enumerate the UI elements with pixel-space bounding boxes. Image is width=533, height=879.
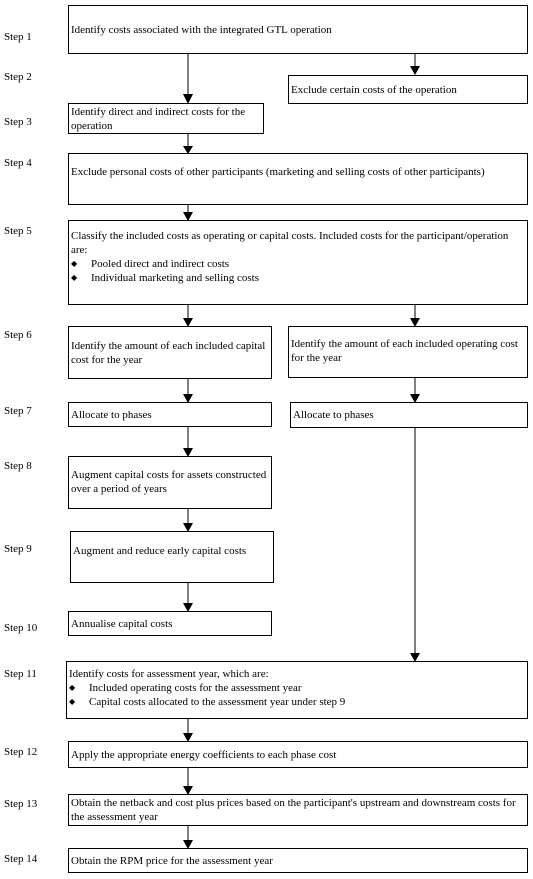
classify-bullet-list: [71, 257, 525, 285]
step-label-6: Step 6: [4, 329, 32, 341]
box-classify: [68, 220, 528, 305]
box-assessment-costs-text: Identify costs for assessment year, which are:: [69, 668, 269, 680]
box-rpm-text: Obtain the RPM price for the assessment year: [71, 854, 273, 867]
box-direct-indirect: [68, 103, 264, 134]
step-label-10: Step 10: [4, 622, 38, 634]
step-label-1: Step 1: [4, 31, 32, 43]
step-label-12: Step 12: [4, 746, 38, 758]
box-netback-text: Obtain the netback and cost plus prices based on the participant's upstream and downstream costs for the assessment year: [71, 797, 516, 823]
step-label-3: Step 3: [4, 116, 32, 128]
box-exclude-personal-text: Exclude personal costs of other participants (marketing and selling costs of other participants): [71, 166, 485, 178]
box-allocate-operating: [290, 402, 528, 428]
box-allocate-operating-text: Allocate to phases: [293, 409, 374, 421]
box-direct-indirect-text: Identify direct and indirect costs for the operation: [71, 106, 246, 132]
box-capital-amount-text: Identify the amount of each included capital cost for the year: [71, 340, 266, 366]
assessment-bullet-list: [69, 681, 525, 709]
box-augment-reduce: [70, 531, 274, 583]
box-exclude-certain-text: Exclude certain costs of the operation: [291, 83, 457, 96]
step-label-7: Step 7: [4, 405, 32, 417]
step-label-14: Step 14: [4, 853, 38, 865]
box-assessment-costs: [66, 661, 528, 719]
box-annualise-text: Annualise capital costs: [71, 617, 173, 630]
box-augment-capital: [68, 456, 272, 509]
box-operating-amount-text: Identify the amount of each included operating cost for the year: [291, 338, 518, 364]
box-augment-reduce-text: Augment and reduce early capital costs: [73, 545, 247, 557]
step-label-13: Step 13: [4, 798, 38, 810]
classify-bullet-2: ◆ Individual marketing and selling costs: [71, 271, 525, 285]
box-annualise: [68, 611, 272, 636]
step-label-8: Step 8: [4, 460, 32, 472]
classify-bullet-1: ◆ Pooled direct and indirect costs: [71, 257, 525, 271]
box-exclude-certain: [288, 75, 528, 104]
assessment-bullet-1: ◆ Included operating costs for the assessment year: [69, 681, 525, 695]
box-operating-amount: [288, 326, 528, 378]
step-label-2: Step 2: [4, 71, 32, 83]
step-label-4: Step 4: [4, 157, 32, 169]
box-identify-costs-text: Identify costs associated with the integrated GTL operation: [71, 23, 332, 36]
assessment-bullet-2: ◆ Capital costs allocated to the assessment year under step 9: [69, 695, 525, 709]
box-augment-capital-text: Augment capital costs for assets constructed over a period of years: [71, 469, 267, 495]
box-allocate-capital-text: Allocate to phases: [71, 408, 152, 421]
step-label-9: Step 9: [4, 543, 32, 555]
box-allocate-capital: [68, 402, 272, 427]
box-capital-amount: [68, 326, 272, 379]
step-label-5: Step 5: [4, 225, 32, 237]
box-netback: [68, 794, 528, 826]
box-energy: [68, 741, 528, 768]
box-identify-costs: [68, 5, 528, 54]
box-energy-text: Apply the appropriate energy coefficients to each phase cost: [71, 748, 337, 761]
step-label-11: Step 11: [4, 668, 37, 680]
box-classify-text: Classify the included costs as operating or capital costs. Included costs for the participant/operation are:: [71, 230, 509, 256]
box-rpm: [68, 848, 528, 873]
box-exclude-personal: [68, 153, 528, 205]
